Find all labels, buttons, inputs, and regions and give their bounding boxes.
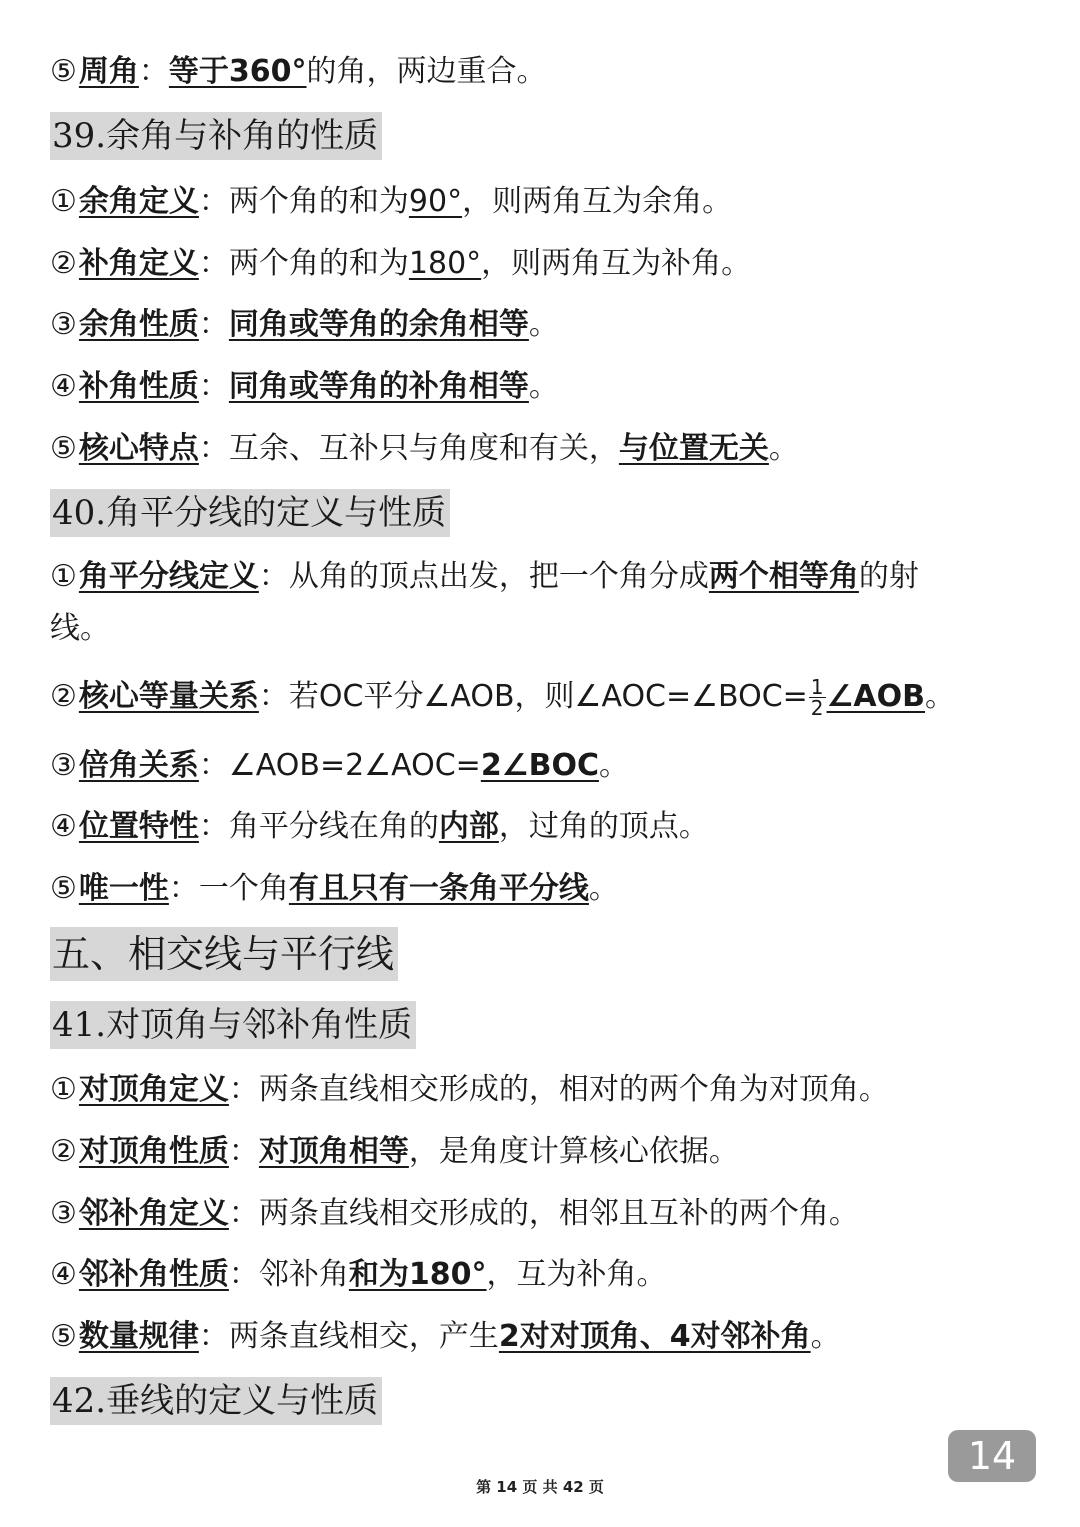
item-text: 角平分线在角的 — [228, 809, 439, 844]
colon: ： — [228, 1072, 259, 1107]
s40-item-1 — [50, 558, 1040, 596]
term-label: 数量规律 — [78, 1319, 199, 1354]
item-text: 互余、互补只与角度和有关， — [228, 431, 619, 466]
item-text: 线。 — [50, 611, 110, 646]
item-text: ，互为补角。 — [486, 1257, 667, 1292]
colon: ： — [198, 369, 229, 404]
item-number: ③ — [50, 748, 77, 783]
colon: ： — [228, 1257, 259, 1292]
s41-item-5 — [50, 1318, 1040, 1356]
item-number: ④ — [50, 1257, 77, 1292]
item-text: ，则两角互为余角。 — [462, 184, 733, 219]
item-number: ② — [50, 679, 77, 714]
item-number: ③ — [50, 307, 77, 342]
item-text: 的射 — [858, 559, 919, 594]
item-text: 两个角的和为 — [228, 246, 409, 281]
item-number: ⑤ — [50, 431, 77, 466]
item-text: 从角的顶点出发，把一个角分成 — [288, 559, 709, 594]
item-text: 邻补角 — [258, 1257, 349, 1292]
term-label: 对顶角定义 — [78, 1072, 229, 1107]
s40-item-2 — [50, 677, 1040, 718]
item-text: ，过角的顶点。 — [498, 809, 709, 844]
page-number-badge: 14 — [948, 1430, 1036, 1482]
item-text: 两条直线相交，产生 — [228, 1319, 499, 1354]
key-answer: ∠AOB — [826, 679, 926, 714]
item-number: ① — [50, 1072, 77, 1107]
section-41-title: 41.对顶角与邻补角性质 — [50, 1001, 416, 1049]
item-text: ，则两角互为补角。 — [481, 246, 752, 281]
s40-item-3 — [50, 747, 1040, 785]
item-text: 一个角 — [198, 871, 289, 906]
key-answer: 内部 — [438, 809, 499, 844]
key-answer: 与位置无关 — [618, 431, 769, 466]
s41-item-1 — [50, 1071, 1040, 1109]
colon: ： — [198, 1319, 229, 1354]
section-40-title: 40.角平分线的定义与性质 — [50, 489, 450, 537]
key-answer: 180° — [408, 246, 482, 281]
key-answer: 同角或等角的余角相等 — [228, 307, 529, 342]
item-number: ② — [50, 246, 77, 281]
item-text: 。 — [768, 431, 799, 466]
colon: ： — [258, 679, 289, 714]
colon: ： — [258, 559, 289, 594]
s40-item-4 — [50, 808, 1040, 846]
term-label: 对顶角性质 — [78, 1134, 229, 1169]
term-label: 补角性质 — [78, 369, 199, 404]
s40-item-5 — [50, 870, 1040, 908]
colon: ： — [228, 1134, 259, 1169]
s41-item-2 — [50, 1133, 1040, 1171]
colon: ： — [138, 54, 169, 89]
term-label: 核心特点 — [78, 431, 199, 466]
term-label: 唯一性 — [78, 871, 169, 906]
s39-item-2 — [50, 245, 1040, 283]
item-text: 。 — [528, 369, 559, 404]
s38-item-5 — [50, 53, 1040, 91]
item-text: 。 — [588, 871, 619, 906]
term-label: 余角定义 — [78, 184, 199, 219]
key-answer: 两个相等角 — [708, 559, 859, 594]
fraction-numerator: 1 — [810, 675, 824, 699]
colon: ： — [198, 307, 229, 342]
item-number: ③ — [50, 1196, 77, 1231]
colon: ： — [198, 748, 229, 783]
item-text: 两条直线相交形成的，相对的两个角为对顶角。 — [258, 1072, 889, 1107]
key-answer: 对顶角相等 — [258, 1134, 409, 1169]
s40-item-1-cont — [50, 610, 1040, 648]
term-label: 邻补角性质 — [78, 1257, 229, 1292]
item-text: 。 — [528, 307, 559, 342]
item-text: 的角，两边重合。 — [306, 54, 547, 89]
page-footer: 第 14 页 共 42 页 — [476, 1478, 604, 1496]
fraction-one-half — [809, 677, 826, 718]
key-answer: 等于360° — [168, 54, 307, 89]
key-answer: 90° — [408, 184, 463, 219]
item-text: 两条直线相交形成的，相邻且互补的两个角。 — [258, 1196, 859, 1231]
colon: ： — [198, 809, 229, 844]
colon: ： — [198, 246, 229, 281]
item-text: 两个角的和为 — [228, 184, 409, 219]
key-answer: 2对对顶角、4对邻补角 — [498, 1319, 811, 1354]
key-answer: 同角或等角的补角相等 — [228, 369, 529, 404]
item-text: 若OC平分∠AOB，则∠AOC=∠BOC= — [288, 679, 808, 714]
fraction-denominator: 2 — [810, 696, 824, 720]
key-answer: 有且只有一条角平分线 — [288, 871, 589, 906]
colon: ： — [168, 871, 199, 906]
term-label: 核心等量关系 — [78, 679, 259, 714]
term-label: 位置特性 — [78, 809, 199, 844]
s39-item-1 — [50, 183, 1040, 221]
item-number: ② — [50, 1134, 77, 1169]
term-label: 补角定义 — [78, 246, 199, 281]
colon: ： — [228, 1196, 259, 1231]
item-number: ⑤ — [50, 871, 77, 906]
term-label: 周角 — [78, 54, 139, 89]
term-label: 角平分线定义 — [78, 559, 259, 594]
colon: ： — [198, 184, 229, 219]
term-label: 余角性质 — [78, 307, 199, 342]
item-text: 。 — [925, 679, 956, 714]
item-text: ∠AOB=2∠AOC= — [228, 748, 481, 783]
s39-item-5 — [50, 430, 1040, 468]
key-answer: 和为180° — [348, 1257, 487, 1292]
term-label: 邻补角定义 — [78, 1196, 229, 1231]
item-number: ⑤ — [50, 1319, 77, 1354]
s39-item-3 — [50, 306, 1040, 344]
chapter-5-title: 五、相交线与平行线 — [50, 927, 398, 981]
section-39-title: 39.余角与补角的性质 — [50, 112, 382, 160]
item-number: ① — [50, 184, 77, 219]
item-number: ⑤ — [50, 54, 77, 89]
item-text: ，是角度计算核心依据。 — [408, 1134, 739, 1169]
item-number: ④ — [50, 809, 77, 844]
item-text: 。 — [598, 748, 629, 783]
item-number: ① — [50, 559, 77, 594]
section-42-title: 42.垂线的定义与性质 — [50, 1377, 382, 1425]
s41-item-4 — [50, 1256, 1040, 1294]
key-answer: 2∠BOC — [480, 748, 599, 783]
term-label: 倍角关系 — [78, 748, 199, 783]
item-text: 。 — [810, 1319, 841, 1354]
item-number: ④ — [50, 369, 77, 404]
s39-item-4 — [50, 368, 1040, 406]
colon: ： — [198, 431, 229, 466]
s41-item-3 — [50, 1195, 1040, 1233]
